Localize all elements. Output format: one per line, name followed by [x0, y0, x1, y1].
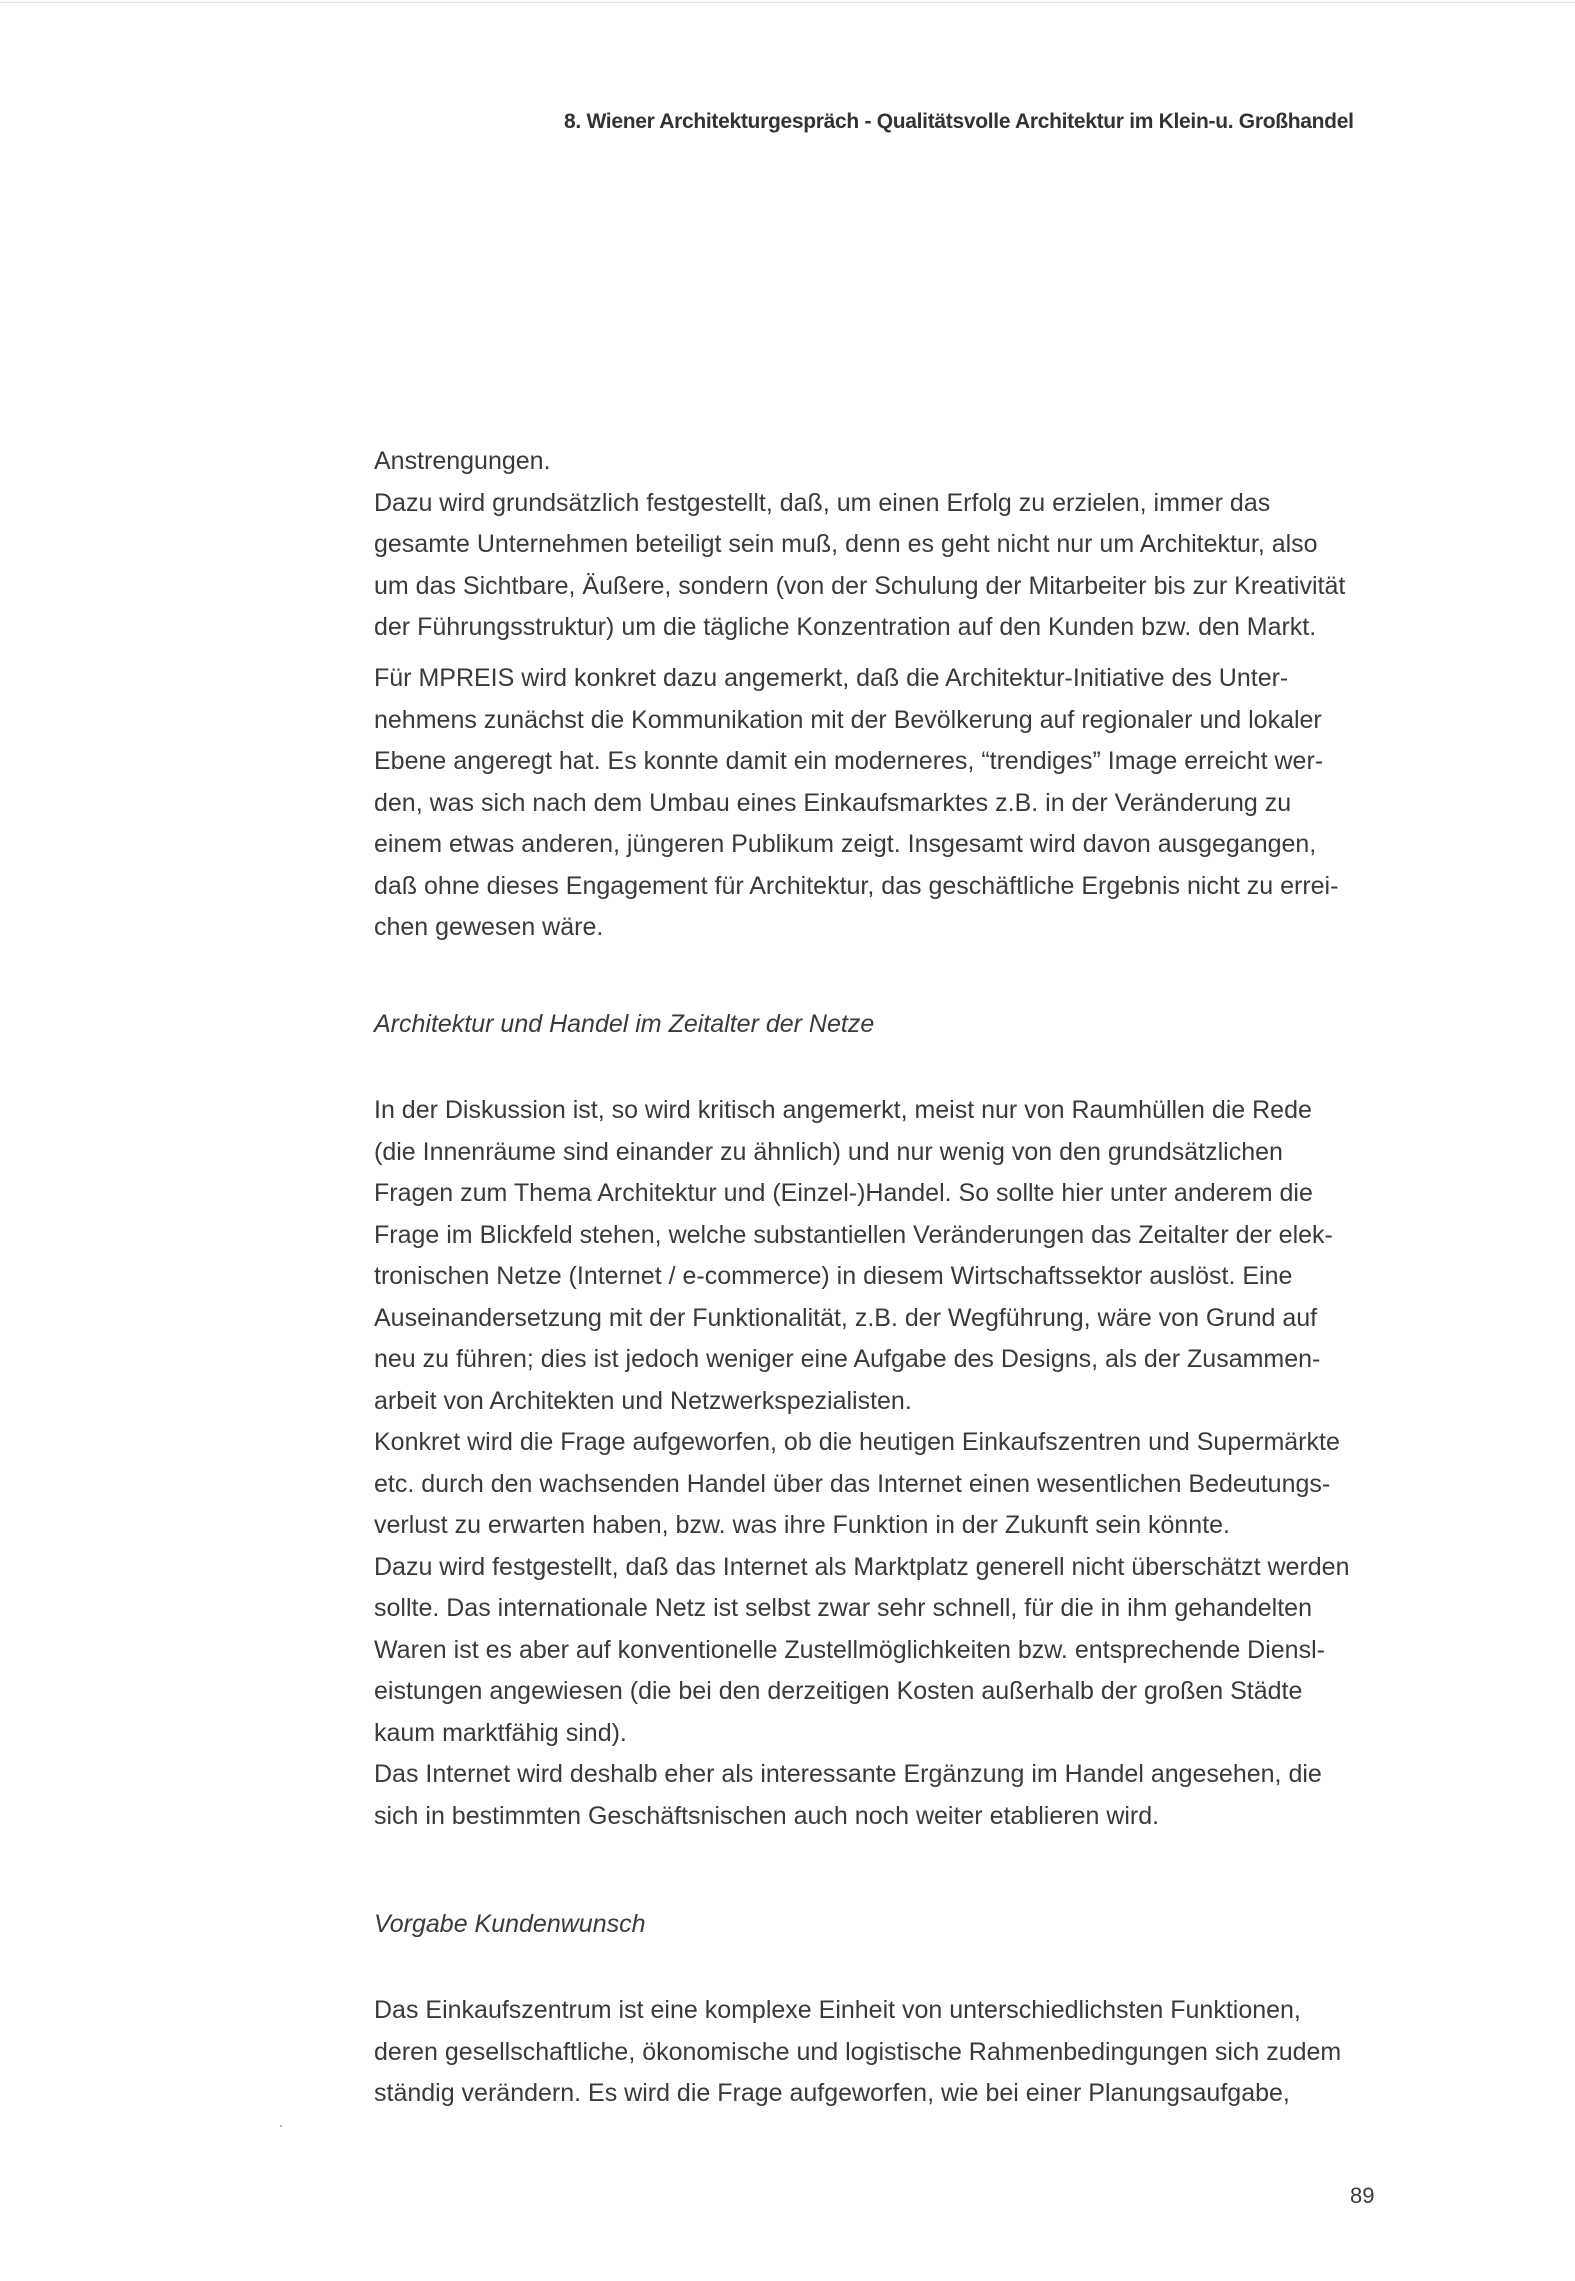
text-line: Das Internet wird deshalb eher als interessante Ergänzung im Handel angesehen, die [374, 1760, 1322, 1788]
paragraph-kundenwunsch [374, 1990, 1384, 2115]
text-line: um das Sichtbare, Äußere, sondern (von der Schulung der Mitarbeiter bis zur Kreativität [374, 571, 1346, 600]
page-number: 89 [1350, 2183, 1375, 2208]
text-line: der Führungsstruktur) um die tägliche Konzentration auf den Kunden bzw. den Markt. [374, 613, 1317, 641]
text-line: Dazu wird grundsätzlich festgestellt, daß, um einen Erfolg zu erzielen, immer das [374, 488, 1271, 517]
running-header: 8. Wiener Architekturgespräch - Qualitätsvolle Architektur im Klein-u. Großhandel [564, 110, 1354, 133]
text-line: Ebene angeregt hat. Es konnte damit ein moderneres, “trendiges” Image erreicht wer- [374, 747, 1324, 775]
text-line: eistungen angewiesen (die bei den derzeitigen Kosten außerhalb der großen Städte [374, 1677, 1303, 1705]
text-line: Für MPREIS wird konkret dazu angemerkt, daß die Architektur-Initiative des Unter- [374, 664, 1289, 692]
text-line: daß ohne dieses Engagement für Architektur, das geschäftliche Ergebnis nicht zu errei- [374, 871, 1339, 900]
text-line: Anstrengungen. [374, 447, 551, 475]
section-heading-netze: Architektur und Handel im Zeitalter der Netze [374, 1010, 875, 1038]
text-line: verlust zu erwarten haben, bzw. was ihre Funktion in der Zukunft sein könnte. [374, 1511, 1231, 1539]
text-line: neu zu führen; dies ist jedoch weniger eine Aufgabe des Designs, als der Zusammen- [374, 1345, 1321, 1373]
text-line: chen gewesen wäre. [374, 913, 604, 941]
text-line: ständig verändern. Es wird die Frage aufgeworfen, wie bei einer Planungsaufgabe, [374, 2079, 1290, 2107]
paragraph-anstrengungen [374, 441, 1384, 649]
text-line: arbeit von Architekten und Netzwerkspezialisten. [374, 1386, 912, 1415]
text-line: Frage im Blickfeld stehen, welche substantiellen Veränderungen das Zeitalter der elek- [374, 1220, 1333, 1249]
text-line: tronischen Netze (Internet / e-commerce) in diesem Wirtschaftssektor auslöst. Eine [374, 1262, 1293, 1290]
text-line: einem etwas anderen, jüngeren Publikum zeigt. Insgesamt wird davon ausgegangen, [374, 830, 1317, 858]
scan-speck [280, 2125, 282, 2127]
text-line: gesamte Unternehmen beteiligt sein muß, denn es geht nicht nur um Architektur, also [374, 530, 1318, 558]
text-line: sollte. Das internationale Netz ist selbst zwar sehr schnell, für die in ihm gehandelten [374, 1594, 1312, 1622]
text-line: Das Einkaufszentrum ist eine komplexe Einheit von unterschiedlichsten Funktionen, [374, 1996, 1301, 2024]
paragraph-netze [374, 1090, 1384, 1837]
text-line: Fragen zum Thema Architektur und (Einzel-)Handel. So sollte hier unter anderem die [374, 1179, 1313, 1207]
text-line: den, was sich nach dem Umbau eines Einkaufsmarktes z.B. in der Veränderung zu [374, 788, 1292, 817]
text-line: Auseinandersetzung mit der Funktionalität, z.B. der Wegführung, wäre von Grund auf [374, 1303, 1318, 1332]
paragraph-mpreis [374, 658, 1384, 949]
text-line: kaum marktfähig sind). [374, 1718, 627, 1747]
text-line: Konkret wird die Frage aufgeworfen, ob die heutigen Einkaufszentren und Supermärkte [374, 1428, 1340, 1456]
text-line: Dazu wird festgestellt, daß das Internet als Marktplatz generell nicht überschätzt werden [374, 1552, 1350, 1581]
text-line: Waren ist es aber auf konventionelle Zustellmöglichkeiten bzw. entsprechende Diensl- [374, 1635, 1325, 1664]
text-line: sich in bestimmten Geschäftsnischen auch noch weiter etablieren wird. [374, 1801, 1160, 1830]
text-line: In der Diskussion ist, so wird kritisch angemerkt, meist nur von Raumhüllen die Rede [374, 1096, 1312, 1124]
text-line: deren gesellschaftliche, ökonomische und logistische Rahmenbedingungen sich zudem [374, 2037, 1342, 2066]
text-line: (die Innenräume sind einander zu ähnlich) und nur wenig von den grundsätzlichen [374, 1137, 1283, 1166]
text-line: etc. durch den wachsenden Handel über das Internet einen wesentlichen Bedeutungs- [374, 1469, 1331, 1498]
text-line: nehmens zunächst die Kommunikation mit der Bevölkerung auf regionaler und lokaler [374, 705, 1322, 734]
section-heading-kundenwunsch: Vorgabe Kundenwunsch [374, 1910, 646, 1938]
page-top-edge [0, 2, 1575, 3]
